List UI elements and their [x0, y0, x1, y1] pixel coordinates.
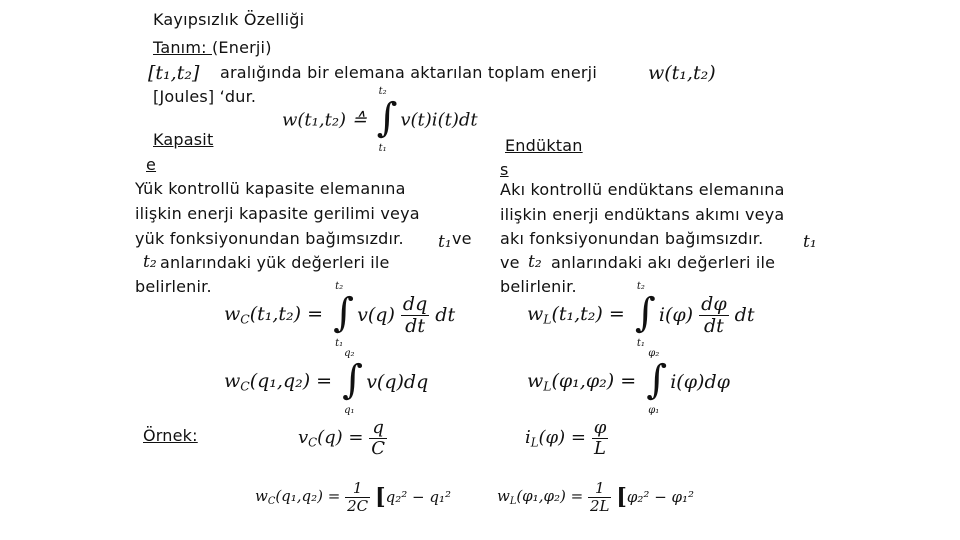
inductor-ve: ve	[500, 253, 520, 272]
definition-text: aralığında bir elemana aktarılan toplam enerji	[220, 63, 597, 82]
inductor-t1: t₁	[803, 232, 817, 252]
capacitor-energy-time-formula: $w_C(t_1,t_2)$ = ∫ t₂ t₁ v(q) $\frac{dq}{dt}$ dt	[224, 281, 456, 349]
definition-topic: (Enerji)	[211, 38, 272, 57]
fraction: $\frac{1}{2L}$	[589, 479, 610, 515]
integral-symbol: ∫ q₂ q₁	[342, 348, 363, 416]
capacitor-energy-charge-formula: $w_C(q_1,q_2)$ = ∫ q₂ q₁ v(q)dq	[224, 348, 429, 416]
capacitor-t1: t₁	[438, 232, 452, 252]
inductor-energy-flux-formula: $w_L(\varphi_1,\varphi_2)$ = ∫ φ₂ φ₁ i(φ)dφ	[527, 348, 730, 416]
inductor-text-line: belirlenir.	[500, 277, 577, 296]
inductor-energy-time-formula: $w_L(t_1,t_2)$ = ∫ t₂ t₁ i(φ) $\frac{d\varphi}{dt}$ dt	[527, 281, 755, 349]
energy-definition-formula	[282, 86, 478, 156]
units-text: [Joules] ‘dur.	[153, 87, 257, 106]
inductor-text-line: akı fonksiyonundan bağımsızdır.	[500, 229, 764, 248]
inductor-text-line: anlarındaki akı değerleri ile	[551, 253, 776, 272]
fraction: $\frac{1}{2C}$	[347, 479, 369, 515]
inductor-t2: t₂	[528, 252, 542, 272]
capacitor-text-line: Yük kontrollü kapasite elemanına	[135, 179, 406, 198]
integral-symbol: ∫ t₂ t₁	[376, 86, 398, 154]
inductor-result-body: φ₂² − φ₁²	[626, 488, 695, 506]
capacitor-energy-result-formula: $w_C(q_1,q_2)$ = $\frac{1}{2C}$ [q₂² − q₁²	[255, 479, 451, 515]
fraction: $\frac{q}{C}$	[371, 417, 386, 459]
interval-math: [t₁,t₂]	[148, 62, 200, 84]
inductor-current-formula: $i_L(\varphi)$ = $\frac{\varphi}{L}$	[525, 417, 607, 459]
integral-symbol: ∫ t₂ t₁	[333, 281, 354, 349]
fraction: $\frac{d\varphi}{dt}$	[701, 292, 727, 337]
lower-limit: t₁	[378, 143, 387, 154]
capacitor-text-line: anlarındaki yük değerleri ile	[160, 253, 390, 272]
inductor-heading-cont: s	[500, 160, 509, 179]
example-label: Örnek:	[143, 426, 198, 445]
formula-lhs: w(t₁,t₂) ≙	[282, 109, 367, 131]
capacitor-text-line: belirlenir.	[135, 277, 212, 296]
capacitor-heading-cont: e	[146, 155, 157, 174]
capacitor-text-line: ilişkin enerji kapasite gerilimi veya	[135, 204, 420, 223]
inductor-energy-result-formula: $w_L(\varphi_1,\varphi_2)$ = $\frac{1}{2L}$ [φ₂² − φ₁²	[497, 479, 695, 515]
capacitor-text-line: yük fonksiyonundan bağımsızdır.	[135, 229, 404, 248]
capacitor-ve: ve	[452, 229, 472, 248]
definition-label: Tanım:	[153, 38, 212, 57]
definition-line	[153, 38, 272, 58]
inductor-text-line: Akı kontrollü endüktans elemanına	[500, 180, 785, 199]
fraction: $\frac{\varphi}{L}$	[593, 417, 607, 459]
inductor-text-line: ilişkin enerji endüktans akımı veya	[500, 205, 785, 224]
integral-symbol: ∫ t₂ t₁	[634, 281, 656, 349]
capacitor-t2: t₂	[143, 252, 157, 272]
capacitor-voltage-formula: $v_C(q)$ = $\frac{q}{C}$	[298, 417, 386, 459]
energy-math: w(t₁,t₂)	[648, 62, 716, 84]
capacitor-heading: Kapasit	[153, 130, 214, 149]
fraction: $\frac{dq}{dt}$	[402, 292, 428, 337]
inductor-heading: Endüktan	[505, 136, 583, 155]
formula-integrand: v(t)i(t)dt	[400, 109, 478, 131]
upper-limit: t₂	[378, 86, 387, 97]
integral-symbol: ∫ φ₂ φ₁	[646, 348, 668, 416]
page-title: Kayıpsızlık Özelliği	[153, 10, 305, 29]
capacitor-result-body: q₂² − q₁²	[385, 488, 451, 506]
